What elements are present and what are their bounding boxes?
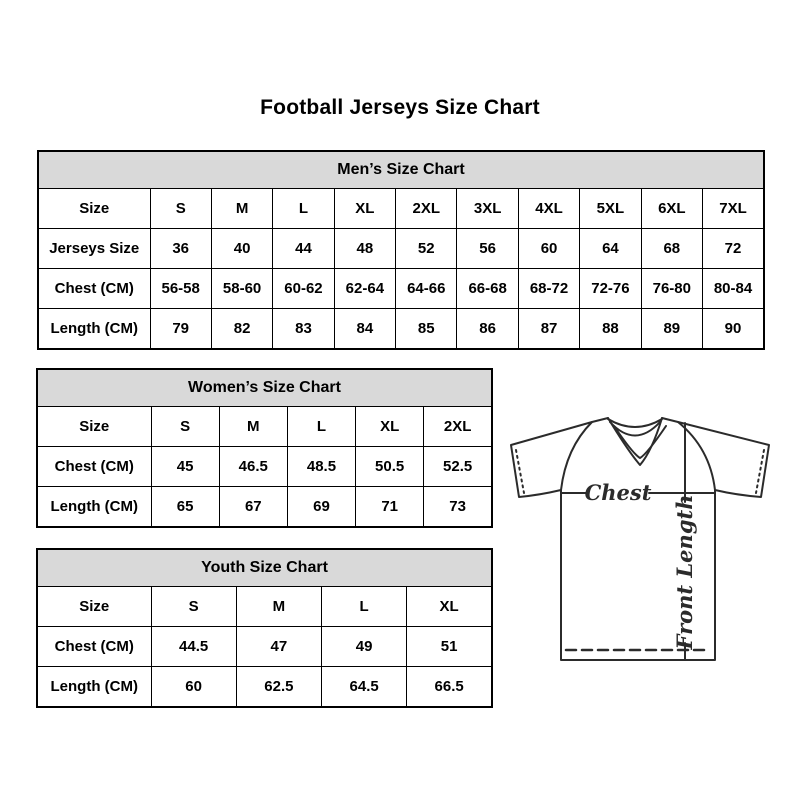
value-cell: 62.5 [236, 667, 321, 708]
row-label-cell: Chest (CM) [37, 627, 151, 667]
value-cell: 2XL [396, 189, 457, 229]
value-cell: 46.5 [219, 447, 287, 487]
value-cell: 90 [703, 309, 764, 350]
row-label-cell: Size [37, 587, 151, 627]
value-cell: 89 [641, 309, 702, 350]
jersey-right-sleeve-seam [678, 422, 715, 490]
row-label-cell: Length (CM) [38, 309, 150, 350]
value-cell: 83 [273, 309, 334, 350]
youth-table-row [37, 627, 492, 667]
value-cell: 86 [457, 309, 518, 350]
jersey-measurement-illustration [500, 403, 782, 675]
front-length-label: Front Length [672, 494, 697, 650]
value-cell: 87 [518, 309, 579, 350]
value-cell: 6XL [641, 189, 702, 229]
value-cell: 5XL [580, 189, 641, 229]
youth-table-row [37, 587, 492, 627]
women-table-row [37, 407, 492, 447]
value-cell: 3XL [457, 189, 518, 229]
value-cell: 36 [150, 229, 211, 269]
women-table-title: Women’s Size Chart [37, 369, 492, 407]
women-table [36, 368, 493, 528]
value-cell: 85 [396, 309, 457, 350]
value-cell: 52.5 [424, 447, 492, 487]
value-cell: 56 [457, 229, 518, 269]
value-cell: L [273, 189, 334, 229]
youth-size-table [36, 548, 493, 708]
value-cell: 68-72 [518, 269, 579, 309]
row-label-cell: Jerseys Size [38, 229, 150, 269]
value-cell: 62-64 [334, 269, 395, 309]
men-table-row [38, 189, 764, 229]
value-cell: 88 [580, 309, 641, 350]
value-cell: 66.5 [407, 667, 492, 708]
value-cell: M [219, 407, 287, 447]
chest-label: Chest [584, 480, 652, 505]
value-cell: 52 [396, 229, 457, 269]
value-cell: S [151, 587, 236, 627]
value-cell: 79 [150, 309, 211, 350]
value-cell: 48.5 [287, 447, 355, 487]
youth-table-title: Youth Size Chart [37, 549, 492, 587]
value-cell: 65 [151, 487, 219, 528]
value-cell: S [151, 407, 219, 447]
value-cell: 68 [641, 229, 702, 269]
value-cell: XL [334, 189, 395, 229]
row-label-cell: Size [37, 407, 151, 447]
row-label-cell: Length (CM) [37, 667, 151, 708]
value-cell: 51 [407, 627, 492, 667]
value-cell: 72-76 [580, 269, 641, 309]
value-cell: 69 [287, 487, 355, 528]
men-table-row [38, 229, 764, 269]
value-cell: 73 [424, 487, 492, 528]
value-cell: M [236, 587, 321, 627]
row-label-cell: Size [38, 189, 150, 229]
men-table-title: Men’s Size Chart [38, 151, 764, 189]
row-label-cell: Chest (CM) [37, 447, 151, 487]
value-cell: 66-68 [457, 269, 518, 309]
value-cell: 82 [211, 309, 272, 350]
youth-table [36, 548, 493, 708]
value-cell: 72 [703, 229, 764, 269]
value-cell: 84 [334, 309, 395, 350]
value-cell: 7XL [703, 189, 764, 229]
value-cell: 71 [356, 487, 424, 528]
value-cell: 60-62 [273, 269, 334, 309]
jersey-outline [511, 418, 769, 660]
men-table-row [38, 269, 764, 309]
value-cell: 76-80 [641, 269, 702, 309]
value-cell: XL [407, 587, 492, 627]
value-cell: 45 [151, 447, 219, 487]
jersey-diagram [500, 403, 782, 675]
value-cell: M [211, 189, 272, 229]
value-cell: 64 [580, 229, 641, 269]
men-table-row [38, 309, 764, 350]
value-cell: 44.5 [151, 627, 236, 667]
value-cell: L [287, 407, 355, 447]
value-cell: 60 [518, 229, 579, 269]
value-cell: XL [356, 407, 424, 447]
jersey-collar-back-arc [608, 419, 662, 427]
row-label-cell: Length (CM) [37, 487, 151, 528]
value-cell: 47 [236, 627, 321, 667]
value-cell: 64-66 [396, 269, 457, 309]
mens-size-table [37, 150, 765, 350]
value-cell: L [322, 587, 407, 627]
value-cell: S [150, 189, 211, 229]
value-cell: 50.5 [356, 447, 424, 487]
womens-size-table [36, 368, 493, 528]
women-table-row [37, 487, 492, 528]
value-cell: 2XL [424, 407, 492, 447]
value-cell: 44 [273, 229, 334, 269]
value-cell: 60 [151, 667, 236, 708]
value-cell: 58-60 [211, 269, 272, 309]
value-cell: 56-58 [150, 269, 211, 309]
value-cell: 4XL [518, 189, 579, 229]
page-title: Football Jerseys Size Chart [260, 96, 540, 119]
value-cell: 40 [211, 229, 272, 269]
value-cell: 80-84 [703, 269, 764, 309]
men-table [37, 150, 765, 350]
value-cell: 48 [334, 229, 395, 269]
youth-table-row [37, 667, 492, 708]
women-table-row [37, 447, 492, 487]
value-cell: 49 [322, 627, 407, 667]
value-cell: 67 [219, 487, 287, 528]
value-cell: 64.5 [322, 667, 407, 708]
row-label-cell: Chest (CM) [38, 269, 150, 309]
